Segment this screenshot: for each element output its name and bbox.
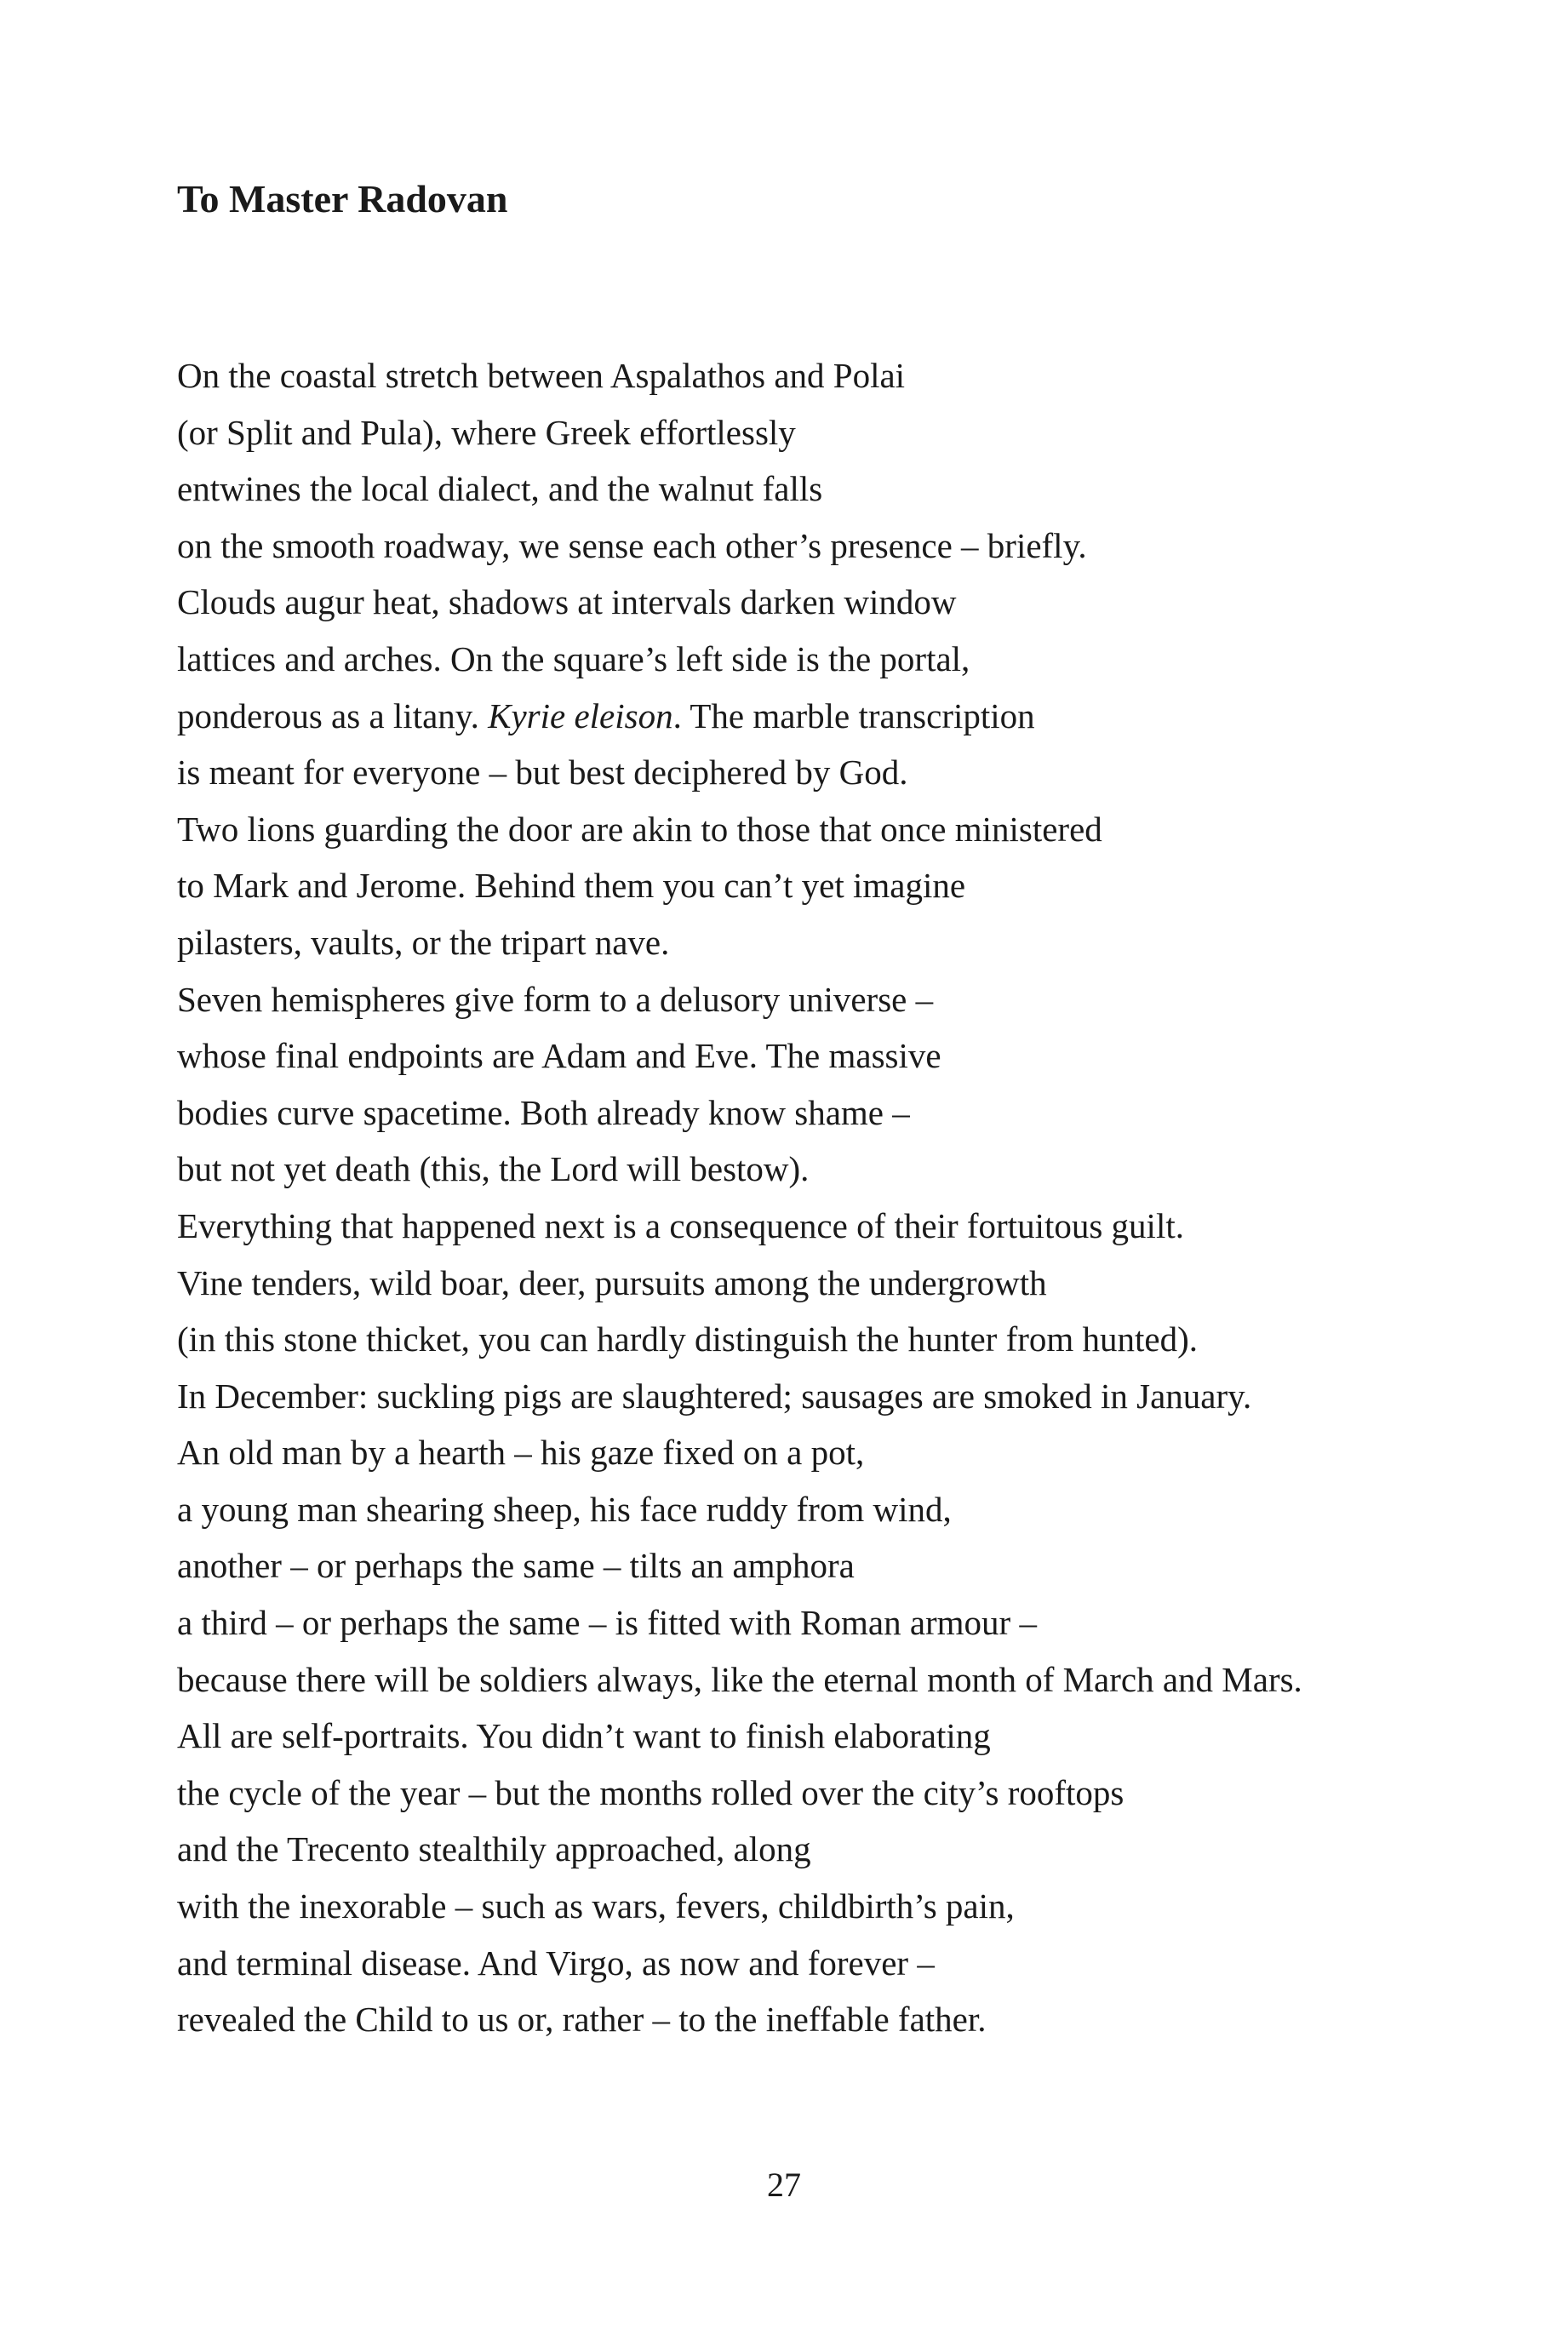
poem-line: the cycle of the year – but the months rolled over the city’s rooftops bbox=[177, 1772, 1124, 1812]
poem-line: Seven hemispheres give form to a delusory universe – bbox=[177, 979, 934, 1019]
poem-line-text: . The marble transcription bbox=[672, 695, 1035, 735]
poem-line: because there will be soldiers always, like the eternal month of March and Mars. bbox=[177, 1659, 1302, 1699]
poem-line: lattices and arches. On the square’s left side is the portal, bbox=[177, 638, 970, 678]
poem-line: and terminal disease. And Virgo, as now and forever – bbox=[177, 1943, 935, 1983]
poem-line: (or Split and Pula), where Greek effortlessly bbox=[177, 412, 796, 452]
poem-line: to Mark and Jerome. Behind them you can’t yet imagine bbox=[177, 866, 966, 906]
poem-line: whose final endpoints are Adam and Eve. The massive bbox=[177, 1036, 941, 1076]
poem-line: Two lions guarding the door are akin to those that once ministered bbox=[177, 809, 1102, 849]
poem-line: a third – or perhaps the same – is fitted with Roman armour – bbox=[177, 1603, 1037, 1643]
poem-line-italic-phrase: Kyrie eleison bbox=[488, 695, 673, 735]
poem-line: and the Trecento stealthily approached, along bbox=[177, 1829, 811, 1869]
poem-line: In December: suckling pigs are slaughtered; sausages are smoked in January. bbox=[177, 1376, 1252, 1416]
poem-line: revealed the Child to us or, rather – to the ineffable father. bbox=[177, 2000, 987, 2040]
poem-line: a young man shearing sheep, his face ruddy from wind, bbox=[177, 1489, 952, 1529]
poem-body bbox=[177, 347, 1522, 2048]
poem-line: pilasters, vaults, or the tripart nave. bbox=[177, 922, 670, 962]
poem-line: An old man by a hearth – his gaze fixed on a pot, bbox=[177, 1433, 865, 1473]
poem-line: with the inexorable – such as wars, fevers, childbirth’s pain, bbox=[177, 1886, 1015, 1926]
poem-line: is meant for everyone – but best deciphered by God. bbox=[177, 753, 908, 793]
poem-title: To Master Radovan bbox=[177, 177, 508, 220]
poem-line: entwines the local dialect, and the walnut falls bbox=[177, 469, 823, 509]
poem-line: Everything that happened next is a consequence of their fortuitous guilt. bbox=[177, 1205, 1184, 1245]
poem-line: Clouds augur heat, shadows at intervals darken window bbox=[177, 582, 957, 622]
poem-line: but not yet death (this, the Lord will bestow). bbox=[177, 1149, 810, 1189]
poem-line: another – or perhaps the same – tilts an amphora bbox=[177, 1546, 855, 1586]
poem-line: Vine tenders, wild boar, deer, pursuits among the undergrowth bbox=[177, 1262, 1047, 1302]
poem-line: on the smooth roadway, we sense each other’s presence – briefly. bbox=[177, 525, 1087, 565]
poem-line: (in this stone thicket, you can hardly distinguish the hunter from hunted). bbox=[177, 1319, 1199, 1359]
poem-line-text: ponderous as a litany. bbox=[177, 695, 489, 735]
poem-line: bodies curve spacetime. Both already know shame – bbox=[177, 1092, 910, 1132]
poem-line: All are self-portraits. You didn’t want to finish elaborating bbox=[177, 1716, 991, 1756]
poem-line: On the coastal stretch between Aspalathos and Polai bbox=[177, 356, 906, 395]
page-number: 27 bbox=[767, 2166, 801, 2204]
poem-line bbox=[177, 688, 1522, 745]
